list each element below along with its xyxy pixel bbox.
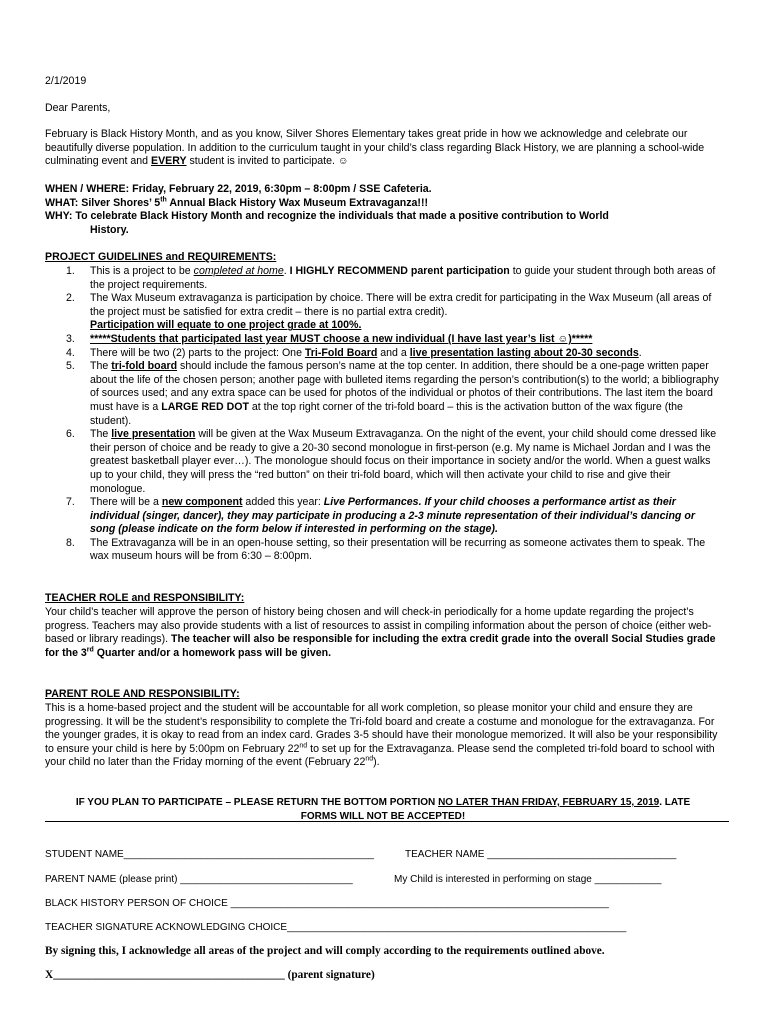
item-text: The (90, 428, 112, 441)
event-details (45, 183, 721, 237)
guideline-item-7 (45, 496, 721, 537)
intro-text-end: student is invited to participate. ☺ (186, 155, 349, 168)
acknowledge-statement: By signing this, I acknowledge all areas of the project and will comply according to the requirements outlined above. (45, 945, 605, 957)
guideline-item-2 (45, 292, 721, 333)
item-number: 1. (66, 265, 75, 277)
item-text: to guide your student through both areas of the project requirements. (90, 265, 716, 291)
item-bold: Participation will equate to one project grade at 100%. (90, 319, 362, 332)
item-bold: I HIGHLY RECOMMEND parent participation (289, 265, 510, 277)
guideline-item-6 (45, 428, 721, 496)
item-number: 2. (66, 292, 75, 305)
form-row-2 (45, 873, 721, 887)
guidelines-heading: PROJECT GUIDELINES and REQUIREMENTS: (45, 251, 277, 263)
item-text: . (638, 346, 642, 359)
event-what-sup: th (160, 196, 167, 204)
event-why-cont: History. (90, 223, 129, 236)
parent-signature-line[interactable]: X_________________________________________ (parent signature) (45, 969, 375, 981)
item-number: 4. (66, 346, 75, 359)
return-text: . LATE (659, 797, 691, 808)
parent-text: to set up for the Extravaganza. Please send the completed tri-fold board to school with your child no later than the Friday morning of the event (February 22 (45, 742, 715, 769)
item-number: 3. (66, 332, 75, 345)
teacher-text: Your child’s teacher will approve the person of history being chosen and will check-in periodically for a home update regarding the project’s progress. Teachers may also provide students with a list of resources to assist in compiling information about the person of choice (either web-based or library readings). (45, 606, 712, 646)
item-text: There will be a (90, 496, 162, 509)
form-row-1 (45, 848, 721, 862)
item-bold: tri-fold board (111, 360, 178, 373)
teacher-bold: The teacher will also be responsible for including the extra credit grade into the overall Social Studies grade for the 3 (45, 633, 716, 659)
event-what (45, 197, 721, 211)
item-text: added this year: (242, 496, 324, 509)
event-what-text-end: Annual Black History Wax Museum Extravaganza!!! (166, 196, 428, 209)
return-notice (45, 796, 721, 823)
teacher-signature-field[interactable]: TEACHER SIGNATURE ACKNOWLEDGING CHOICE_____________________________________________________________ (45, 922, 627, 933)
item-bold: live presentation lasting about 20-30 seconds (409, 346, 639, 359)
parent-text: This is a home-based project and the student will be accountable for all work completion, so please monitor your child and ensure they are progressing. It will be the student’s responsibility to complete the Tri-fold board and create a costume and monologue for the extravaganza. For the younger grades, it is okay to read from an index card. Grades 3-5 should have their monologue memorized. It will also be your responsibility to ensure your child is here by 5:00pm on February 22 (45, 702, 718, 755)
perform-interest-field[interactable]: My Child is interested in performing on stage ____________ (394, 874, 662, 885)
item-text: There will be two (2) parts to the project: One (90, 346, 305, 359)
item-text: and a (377, 346, 410, 359)
return-text: IF YOU PLAN TO PARTICIPATE – PLEASE RETURN THE BOTTOM PORTION (75, 797, 439, 808)
item-bold: LARGE RED DOT (161, 400, 249, 413)
intro-every: EVERY (151, 155, 187, 168)
teacher-paragraph (45, 606, 721, 660)
item-text: . (283, 265, 290, 277)
parent-sup: nd (299, 742, 308, 750)
guideline-item-5 (45, 360, 721, 428)
letter-date: 2/1/2019 (45, 75, 87, 87)
item-text: The Extravaganza will be in an open-house setting, so their presentation will be recurring as someone activates them to speak. The wax museum hours will be from 6:30 – 8:00pm. (90, 536, 706, 563)
item-text: This is a project to be (90, 265, 194, 277)
item-emph: completed at home (193, 265, 284, 277)
person-choice-field[interactable]: BLACK HISTORY PERSON OF CHOICE ____________________________________________________________________ (45, 898, 609, 909)
item-text: The (90, 360, 112, 373)
return-notice-line1 (45, 796, 721, 810)
parent-text: ). (373, 756, 380, 769)
item-bold: live presentation (111, 428, 196, 441)
letter-greeting: Dear Parents, (45, 102, 111, 114)
item-bold: new component (161, 496, 243, 509)
item-number: 8. (66, 536, 75, 549)
item-number: 6. (66, 428, 75, 441)
guideline-item-8 (45, 537, 721, 564)
intro-paragraph (45, 128, 721, 169)
guideline-item-4 (45, 347, 721, 361)
teacher-heading: TEACHER ROLE and RESPONSIBILITY: (45, 592, 245, 604)
parent-name-field[interactable]: PARENT NAME (please print) _______________________________ (45, 874, 353, 885)
teacher-name-field[interactable]: TEACHER NAME __________________________________ (405, 849, 677, 860)
item-number: 5. (66, 360, 75, 373)
parent-paragraph (45, 702, 721, 770)
intro-text: February is Black History Month, and as you know, Silver Shores Elementary takes great pride in how we acknowledge and celebrate our beautifully diverse population. In addition to the curriculum taught in your child’s class regarding Black History, we are planning a school-wide culminating event and (45, 128, 705, 168)
event-what-text: WHAT: Silver Shores’ 5 (45, 196, 161, 209)
item-number: 7. (66, 496, 75, 509)
event-why: WHY: To celebrate Black History Month and recognize the individuals that made a positive contribution to World (45, 210, 609, 223)
guideline-item-1 (45, 265, 721, 292)
item-text: should include the famous person’s name at the top center. In addition, there should be a one-page written paper about the life of the chosen person; another page with bulleted items regarding the person’s contribution(s) to the world; a bibliography of sources used; and any extra space can be used for photos of the individual or photos of their contributions. The last item the board must have is a (90, 360, 719, 413)
return-deadline: NO LATER THAN FRIDAY, FEBRUARY 15, 2019 (438, 797, 660, 808)
section-divider (45, 821, 729, 822)
event-when: WHEN / WHERE: Friday, February 22, 2019, 6:30pm – 8:00pm / SSE Cafeteria. (45, 183, 432, 195)
parent-sup: nd (365, 755, 374, 763)
item-text: will be given at the Wax Museum Extravaganza. On the night of the event, your child should come dressed like their person of choice and be ready to give a 20-30 second monologue in first-person (e.g. My name is Michael Jordan and I was the greatest basketball player ever…). The monologue should focus on their importance in society and/or the world. When a guest walks up to your child, they will press the “red button” on their tri-fold board, which will then activate your child to rise and give their monologue. (90, 428, 717, 495)
item-text: The Wax Museum extravaganza is participation by choice. There will be extra credit for participating in the Wax Museum (all areas of the project must be satisfied for extra credit – there is no partial extra credit). (90, 292, 712, 318)
parent-heading: PARENT ROLE AND RESPONSIBILITY: (45, 688, 240, 700)
item-bold: *****Students that participated last year MUST choose a new individual (I have last year’s list ☺)***** (90, 332, 593, 345)
return-notice-line2: FORMS WILL NOT BE ACCEPTED! (300, 810, 466, 822)
guidelines-list (45, 265, 721, 564)
teacher-sup: rd (86, 646, 94, 654)
guideline-item-3 (45, 333, 721, 347)
item-bold: Tri-Fold Board (304, 346, 378, 359)
item-text: at the top right corner of the tri-fold board – this is the activation button of the wax figure (the student). (90, 400, 683, 427)
item-bold-italic: Live Performances. If your child chooses a performance artist as their individual (singer, dancer), they may participate in producing a 2-3 minute representation of their individual’s dancing or song (please indicate on the form below if interested in performing on the stage). (90, 496, 695, 536)
student-name-field[interactable]: STUDENT NAME_____________________________________________ (45, 849, 374, 860)
teacher-bold-end: Quarter and/or a homework pass will be given. (93, 646, 332, 659)
